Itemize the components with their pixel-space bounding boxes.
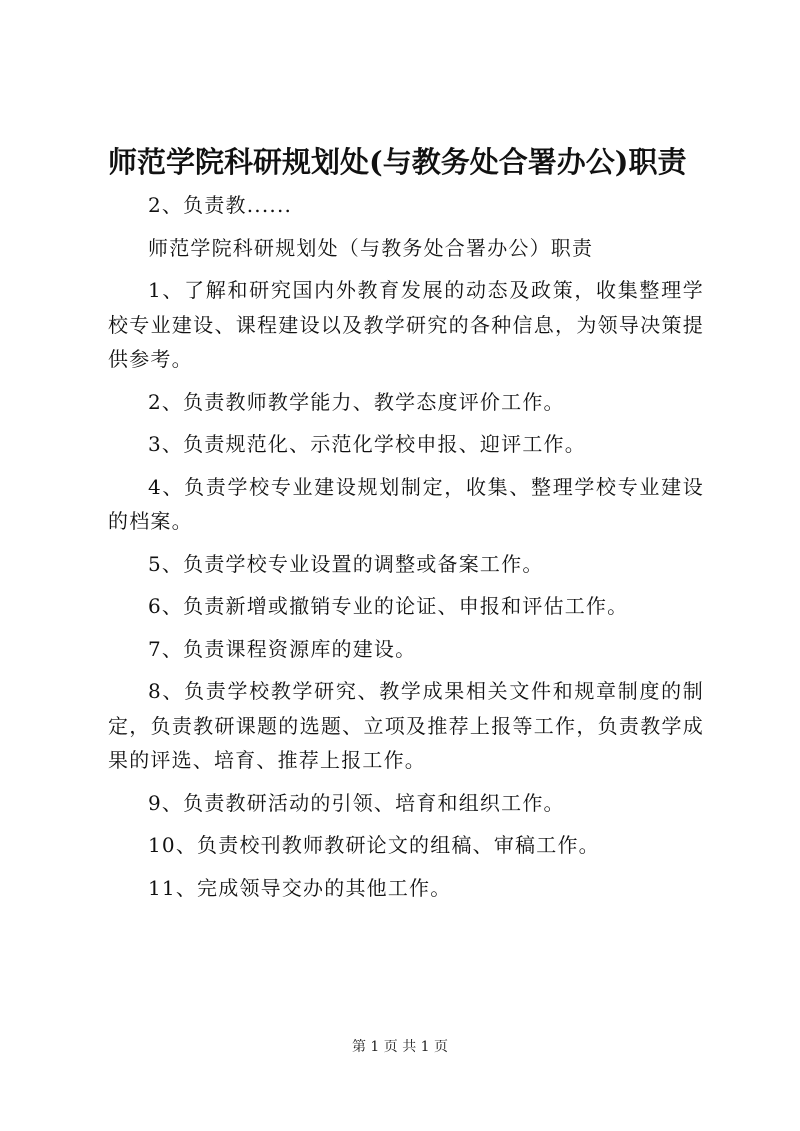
paragraph: 1、了解和研究国内外教育发展的动态及政策，收集整理学校专业建设、课程建设以及教学研究的各种信息，为领导决策提供参考。 [108,278,704,371]
paragraph: 5、负责学校专业设置的调整或备案工作。 [148,551,544,576]
paragraph: 4、负责学校专业建设规划制定，收集、整理学校专业建设的档案。 [108,474,704,533]
paragraph: 9、负责教研活动的引领、培育和组织工作。 [148,790,565,815]
page-footer: 第 1 页 共 1 页 [351,1039,449,1055]
document-body [108,188,704,905]
paragraph: 8、负责学校教学研究、教学成果相关文件和规章制度的制定，负责教研课题的选题、立项及推荐上报等工作，负责教学成果的评选、培育、推荐上报工作。 [108,679,704,772]
paragraph: 11、完成领导交办的其他工作。 [148,875,452,900]
paragraph: 10、负责校刊教师教研论文的组稿、审稿工作。 [148,833,600,857]
paragraph: 3、负责规范化、示范化学校申报、迎评工作。 [148,432,586,456]
paragraph: 师范学院科研规划处（与教务处合署办公）职责 [148,235,594,260]
paragraph: 7、负责课程资源库的建设。 [148,636,417,661]
paragraph: 2、负责教...... [148,193,293,217]
paragraph: 6、负责新增或撤销专业的论证、申报和评估工作。 [148,594,629,618]
paragraph: 2、负责教师教学能力、教学态度评价工作。 [148,389,565,414]
document-title: 师范学院科研规划处(与教务处合署办公)职责 [108,145,687,179]
